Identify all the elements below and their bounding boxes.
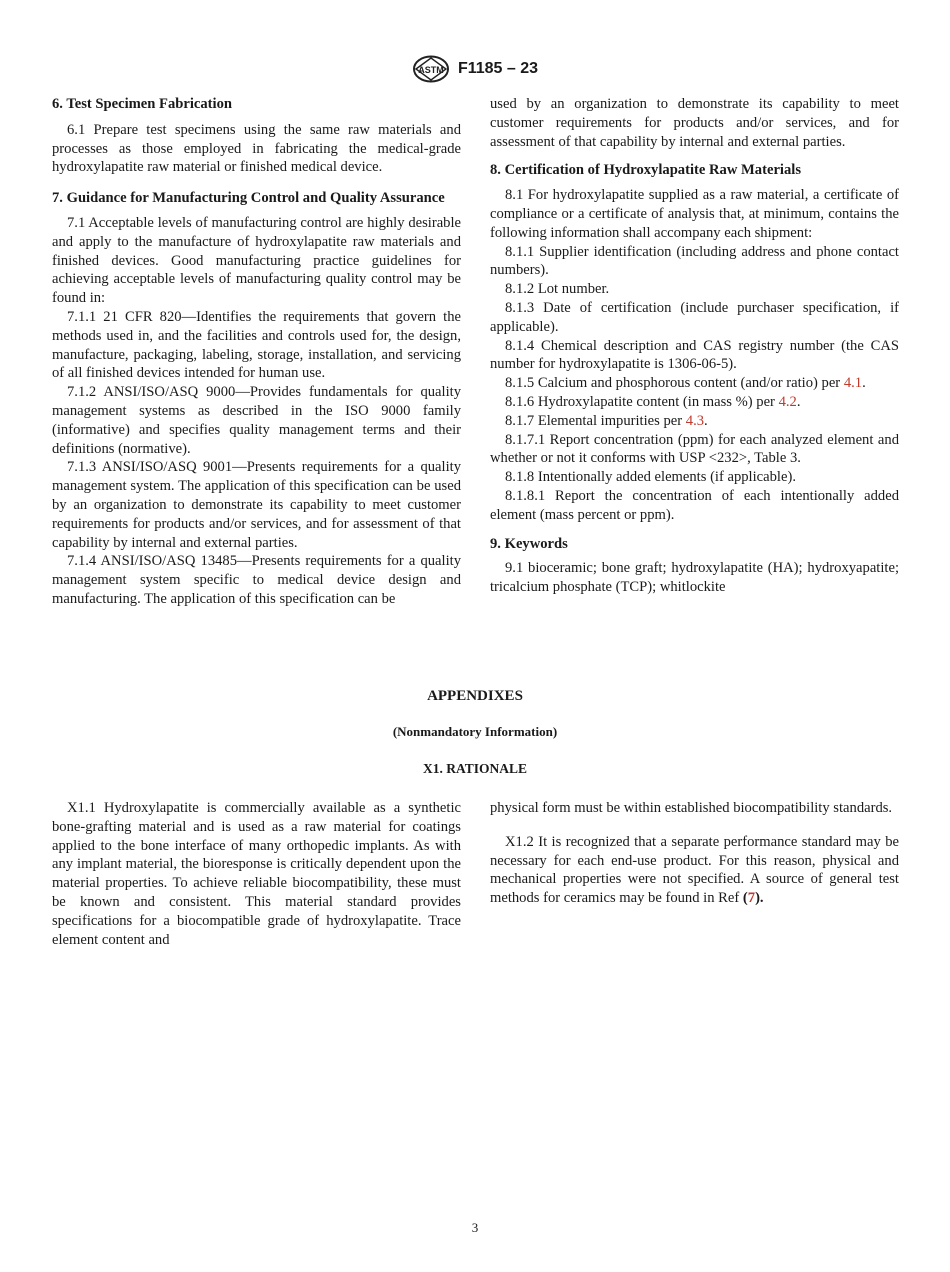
para-x1-2: X1.2 It is recognized that a separate performance standard may be necessary for each end-use product. For this reason, physical and mechanical properties were not specified. A source of general test methods for ceramics may be found in Ref (7). bbox=[490, 833, 899, 907]
para-8-1-3: 8.1.3 Date of certification (include purchaser specification, if applicable). bbox=[490, 299, 899, 335]
para-8-1-2: 8.1.2 Lot number. bbox=[505, 281, 610, 298]
para-6-1: 6.1 Prepare test specimens using the same raw materials and processes as those employed in fabricating the medical-grade hydroxylapatite raw material or finished medical device. bbox=[52, 121, 461, 176]
left-column bbox=[52, 95, 461, 609]
para-8-1-7-text: 8.1.7 Elemental impurities per bbox=[505, 412, 683, 429]
para-x1-2-text: X1.2 It is recognized that a separate performance standard may be necessary for each end-use product. For this reason, physical and mechanical properties were not specified. A source of general test methods for ceramics may be found in Ref bbox=[490, 833, 899, 907]
ref-7-link[interactable]: 7 bbox=[747, 890, 756, 907]
x1-heading: X1. RATIONALE bbox=[422, 761, 527, 776]
para-8-1-6-text: 8.1.6 Hydroxylapatite content (in mass %) per bbox=[505, 393, 775, 410]
ref-4-3-link[interactable]: 4.3 bbox=[685, 412, 705, 429]
para-8-1-7: 8.1.7 Elemental impurities per 4.3. bbox=[505, 412, 708, 429]
para-8-1-5: 8.1.5 Calcium and phosphorous content (and/or ratio) per 4.1. bbox=[505, 375, 866, 392]
right-column bbox=[490, 95, 899, 597]
nonmandatory-subheading: (Nonmandatory Information) bbox=[392, 724, 558, 739]
section-8-heading: 8. Certification of Hydroxylapatite Raw Materials bbox=[490, 162, 802, 179]
document-id: F1185 – 23 bbox=[457, 60, 539, 77]
para-7-1-2: 7.1.2 ANSI/ISO/ASQ 9000—Provides fundamentals for quality management systems as described in the ISO 9000 family (informative) and specifies quality management terms and their definitions (normative). bbox=[52, 384, 461, 457]
appendix-right-column bbox=[490, 799, 899, 908]
para-8-1-4: 8.1.4 Chemical description and CAS registry number (the CAS number for hydroxylapatite is 1306-06-5). bbox=[490, 337, 899, 373]
astm-logo-icon bbox=[412, 55, 450, 83]
section-7-heading: 7. Guidance for Manufacturing Control and Quality Assurance bbox=[52, 190, 445, 207]
para-7-1: 7.1 Acceptable levels of manufacturing control are highly desirable and apply to the manufacture of hydroxylapatite raw materials and finished devices. Good manufacturing practice guidelines for achieving acceptable levels of manufacturing quality control may be found in: bbox=[52, 214, 461, 307]
ref-4-1-link[interactable]: 4.1 bbox=[843, 375, 863, 392]
para-7-1-1: 7.1.1 21 CFR 820—Identifies the requirements that govern the methods used in, and the facilities and controls used for, the design, manufacture, packaging, labeling, storage, installation, and servicing of all finished devices intended for human use. bbox=[52, 308, 461, 382]
para-8-1: 8.1 For hydroxylapatite supplied as a raw material, a certificate of compliance or a certificate of analysis that, at minimum, contains the following information shall accompany each shipment: bbox=[490, 187, 899, 241]
para-8-1-8: 8.1.8 Intentionally added elements (if applicable). bbox=[505, 469, 796, 486]
ref-4-2-link[interactable]: 4.2 bbox=[778, 393, 797, 410]
para-8-1-5-text: 8.1.5 Calcium and phosphorous content (and/or ratio) per bbox=[505, 375, 841, 392]
section-6-heading: 6. Test Specimen Fabrication bbox=[52, 96, 232, 112]
appendixes-heading: APPENDIXES bbox=[427, 688, 523, 704]
para-8-1-7-1: 8.1.7.1 Report concentration (ppm) for each analyzed element and whether or not it conforms with USP <232>, Table 3. bbox=[490, 431, 899, 467]
para-7-1-4: 7.1.4 ANSI/ISO/ASQ 13485—Presents requirements for a quality management system specific to medical device design and manufacturing. The application of this specification can be bbox=[52, 553, 461, 607]
para-7-1-3: 7.1.3 ANSI/ISO/ASQ 9001—Presents requirements for a quality management system. The application of this specification can be used by an organization to demonstrate its capability to meet customer requirements for products and/or services, and for assessment of that capability by internal and external parties. bbox=[52, 459, 461, 551]
para-8-1-6: 8.1.6 Hydroxylapatite content (in mass %) per 4.2. bbox=[505, 393, 801, 410]
para-9-1: 9.1 bioceramic; bone graft; hydroxylapatite (HA); hydroxyapatite; tricalcium phosphate (TCP); whitlockite bbox=[490, 560, 899, 596]
para-8-1-8-1: 8.1.8.1 Report the concentration of each intentionally added element (mass percent or ppm). bbox=[490, 487, 899, 523]
page-number: 3 bbox=[471, 1220, 479, 1235]
para-8-1-1: 8.1.1 Supplier identification (including address and phone contact numbers). bbox=[490, 243, 899, 279]
para-7-1-4-continued: used by an organization to demonstrate its capability to meet customer requirements for products and/or services, and for assessment of that capability by internal and external parties. bbox=[490, 96, 899, 150]
para-x1-1: X1.1 Hydroxylapatite is commercially available as a synthetic bone-grafting material and is used as a raw material for coatings applied to the bone interface of many orthopedic implants. As with any implant material, the bioresponse is critically dependent upon the material properties. To achieve reliable biocompatibility, these must be known and consistent. This material standard provides specifications for a biocompatible grade of hydroxylapatite. Trace element content and bbox=[52, 800, 461, 948]
section-9-heading: 9. Keywords bbox=[490, 535, 568, 552]
para-x1-1-continued: physical form must be within established biocompatibility standards. bbox=[490, 800, 893, 816]
page-header bbox=[0, 55, 950, 83]
astm-logo-text: ASTM bbox=[418, 65, 444, 75]
appendix-left-column bbox=[52, 799, 461, 949]
